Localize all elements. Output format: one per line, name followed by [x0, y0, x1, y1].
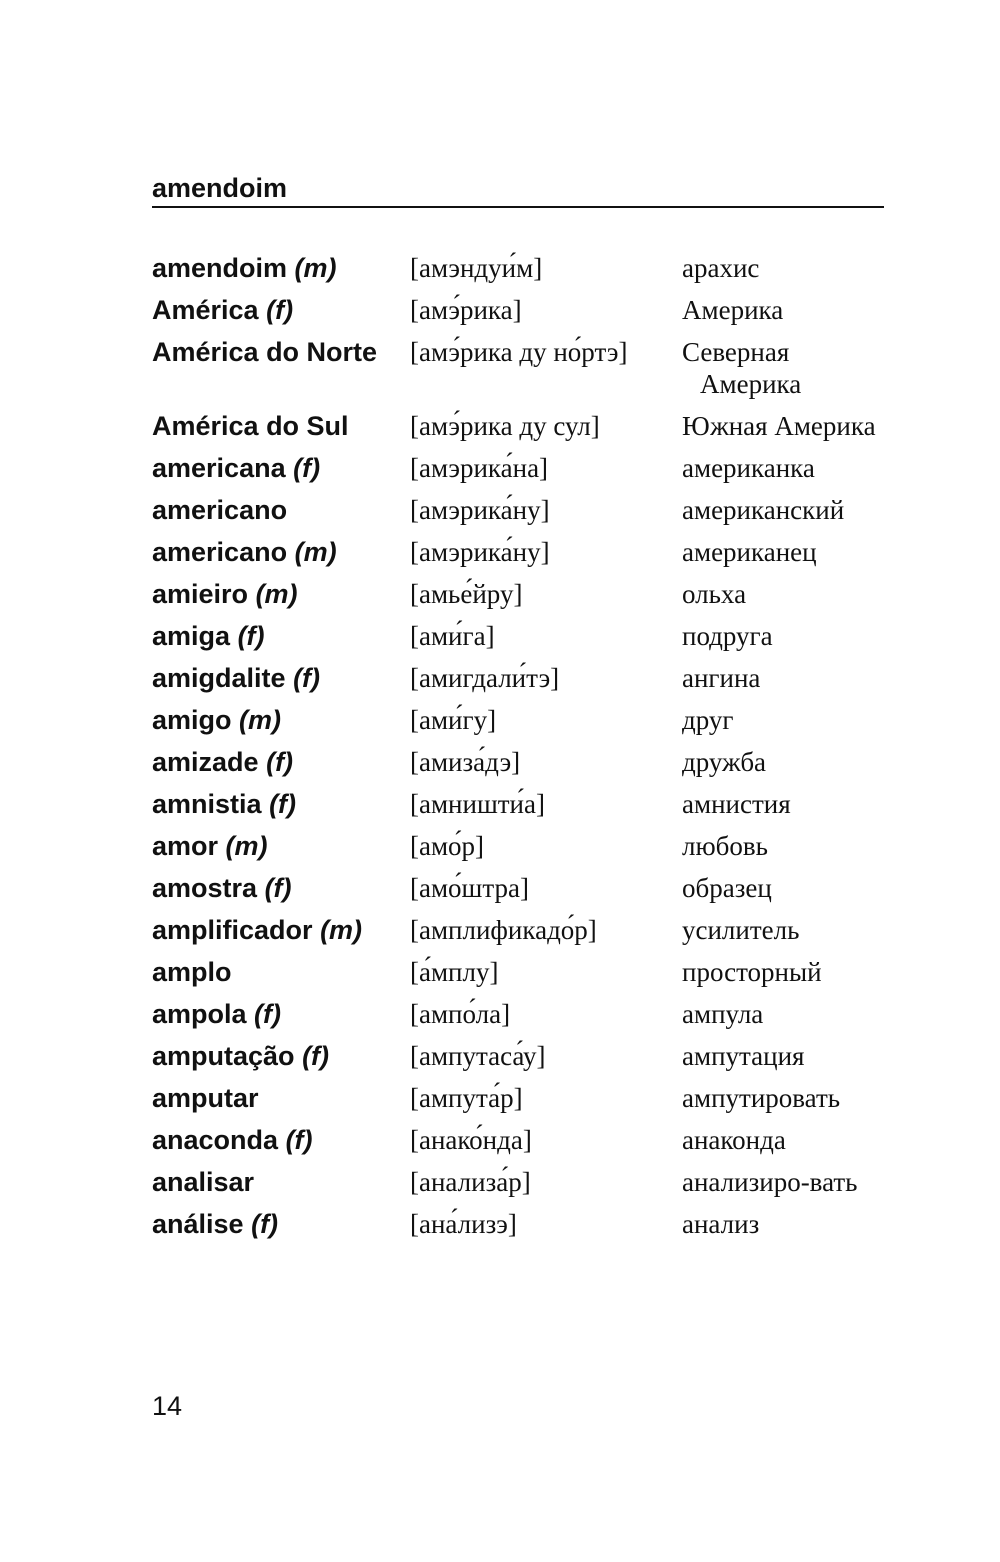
header-divider — [152, 206, 884, 208]
dictionary-entry — [152, 536, 892, 568]
headword-text: amnistia — [152, 789, 262, 819]
entry-pronunciation: [амэрика́на] — [410, 453, 549, 483]
headword-text: América do Sul — [152, 411, 349, 441]
dictionary-entries — [152, 252, 892, 1250]
headword-text: amizade — [152, 747, 259, 777]
headword-text: amendoim — [152, 253, 288, 283]
headword-text: anaconda — [152, 1125, 279, 1155]
entry-headword — [152, 1166, 410, 1198]
entry-pronunciation: [а́мплу] — [410, 957, 499, 987]
headword-text: amigdalite — [152, 663, 286, 693]
entry-pronunciation: [ампута́р] — [410, 1083, 523, 1113]
entry-headword — [152, 294, 410, 326]
entry-headword — [152, 578, 410, 610]
dictionary-entry — [152, 872, 892, 904]
entry-translation: любовь — [682, 831, 768, 861]
dictionary-entry — [152, 1208, 892, 1240]
entry-translation: образец — [682, 873, 772, 903]
headword-text: América do Norte — [152, 337, 378, 367]
entry-pronunciation: [анако́нда] — [410, 1125, 532, 1155]
entry-pronunciation: [ампо́ла] — [410, 999, 511, 1029]
headword-text: amieiro — [152, 579, 249, 609]
page-number: 14 — [152, 1391, 183, 1421]
entry-headword — [152, 872, 410, 904]
headword-text: americano — [152, 537, 288, 567]
dictionary-entry — [152, 956, 892, 988]
gender-marker: (f) — [254, 999, 282, 1029]
headword-text: amor — [152, 831, 219, 861]
headword-text: amiga — [152, 621, 231, 651]
dictionary-entry — [152, 830, 892, 862]
entry-translation: Северная Америка — [682, 337, 802, 399]
headword-text: amigo — [152, 705, 232, 735]
dictionary-entry — [152, 494, 892, 526]
entry-translation: ампула — [682, 999, 764, 1029]
headword-text: ampola — [152, 999, 247, 1029]
entry-pronunciation: [ампутаса́у] — [410, 1041, 546, 1071]
entry-headword — [152, 788, 410, 820]
gender-marker: (m) — [294, 537, 337, 567]
entry-pronunciation: [амо́штра] — [410, 873, 529, 903]
entry-translation: американец — [682, 537, 817, 567]
entry-headword — [152, 914, 410, 946]
entry-pronunciation: [амиза́дэ] — [410, 747, 521, 777]
entry-translation: ампутировать — [682, 1083, 841, 1113]
dictionary-entry — [152, 294, 892, 326]
dictionary-entry — [152, 662, 892, 694]
headword-text: América — [152, 295, 259, 325]
gender-marker: (f) — [266, 747, 294, 777]
entry-pronunciation: [амэрика́ну] — [410, 537, 550, 567]
entry-translation: анализ — [682, 1209, 760, 1239]
entry-translation: арахис — [682, 253, 760, 283]
dictionary-entry — [152, 620, 892, 652]
headword-text: amplificador — [152, 915, 313, 945]
dictionary-entry — [152, 336, 892, 400]
entry-translation: просторный — [682, 957, 822, 987]
headword-text: amputar — [152, 1083, 259, 1113]
entry-translation: анализиро-вать — [682, 1167, 858, 1197]
entry-pronunciation: [амэ́рика ду сул] — [410, 411, 600, 441]
entry-translation: американский — [682, 495, 845, 525]
entry-headword — [152, 620, 410, 652]
dictionary-entry — [152, 1166, 892, 1198]
headword-text: análise — [152, 1209, 244, 1239]
entry-translation: анаконда — [682, 1125, 786, 1155]
gender-marker: (f) — [266, 295, 294, 325]
entry-pronunciation: [амигдали́тэ] — [410, 663, 560, 693]
headword-text: amplo — [152, 957, 232, 987]
dictionary-entry — [152, 1082, 892, 1114]
entry-translation: Южная Америка — [682, 411, 876, 441]
entry-headword — [152, 704, 410, 736]
dictionary-entry — [152, 410, 892, 442]
headword-text: analisar — [152, 1167, 255, 1197]
entry-translation: ольха — [682, 579, 747, 609]
entry-headword — [152, 336, 410, 368]
entry-headword — [152, 536, 410, 568]
gender-marker: (f) — [285, 1125, 313, 1155]
gender-marker: (f) — [269, 789, 297, 819]
dictionary-entry — [152, 746, 892, 778]
entry-translation: Америка — [682, 295, 784, 325]
entry-headword — [152, 494, 410, 526]
dictionary-entry — [152, 914, 892, 946]
entry-headword — [152, 956, 410, 988]
entry-pronunciation: [анализа́р] — [410, 1167, 531, 1197]
entry-pronunciation: [амье́йру] — [410, 579, 523, 609]
headword-text: amputação — [152, 1041, 295, 1071]
entry-translation: дружба — [682, 747, 767, 777]
gender-marker: (m) — [294, 253, 337, 283]
entry-headword — [152, 1040, 410, 1072]
entry-translation: ампутация — [682, 1041, 805, 1071]
entry-translation: амнистия — [682, 789, 791, 819]
dictionary-entry — [152, 452, 892, 484]
entry-headword — [152, 830, 410, 862]
dictionary-entry — [152, 1040, 892, 1072]
entry-translation: американка — [682, 453, 815, 483]
entry-pronunciation: [амо́р] — [410, 831, 485, 861]
entry-pronunciation: [амэндуи́м] — [410, 253, 543, 283]
entry-headword — [152, 252, 410, 284]
entry-headword — [152, 452, 410, 484]
headword-text: amostra — [152, 873, 258, 903]
entry-translation: подруга — [682, 621, 773, 651]
gender-marker: (m) — [239, 705, 282, 735]
dictionary-entry — [152, 252, 892, 284]
entry-pronunciation: [амплификадо́р] — [410, 915, 597, 945]
entry-headword — [152, 998, 410, 1030]
page-guide-word: amendoim — [152, 173, 288, 203]
entry-headword — [152, 746, 410, 778]
gender-marker: (f) — [264, 873, 292, 903]
gender-marker: (m) — [225, 831, 268, 861]
entry-translation: друг — [682, 705, 734, 735]
entry-pronunciation: [амэрика́ну] — [410, 495, 550, 525]
dictionary-entry — [152, 1124, 892, 1156]
gender-marker: (f) — [293, 453, 321, 483]
entry-pronunciation: [ами́га] — [410, 621, 495, 651]
dictionary-entry — [152, 788, 892, 820]
entry-translation: ангина — [682, 663, 761, 693]
headword-text: americana — [152, 453, 286, 483]
entry-headword — [152, 1208, 410, 1240]
gender-marker: (m) — [255, 579, 298, 609]
gender-marker: (f) — [302, 1041, 330, 1071]
entry-pronunciation: [амэ́рика] — [410, 295, 522, 325]
gender-marker: (f) — [293, 663, 321, 693]
entry-pronunciation: [амэ́рика ду но́ртэ] — [410, 337, 628, 367]
entry-pronunciation: [ами́гу] — [410, 705, 497, 735]
entry-headword — [152, 410, 410, 442]
dictionary-entry — [152, 578, 892, 610]
entry-pronunciation: [ана́лизэ] — [410, 1209, 517, 1239]
entry-headword — [152, 662, 410, 694]
gender-marker: (f) — [251, 1209, 279, 1239]
entry-translation: усилитель — [682, 915, 800, 945]
entry-pronunciation: [амништи́а] — [410, 789, 545, 819]
entry-headword — [152, 1082, 410, 1114]
gender-marker: (m) — [320, 915, 363, 945]
dictionary-entry — [152, 704, 892, 736]
headword-text: americano — [152, 495, 288, 525]
entry-headword — [152, 1124, 410, 1156]
dictionary-entry — [152, 998, 892, 1030]
gender-marker: (f) — [237, 621, 265, 651]
